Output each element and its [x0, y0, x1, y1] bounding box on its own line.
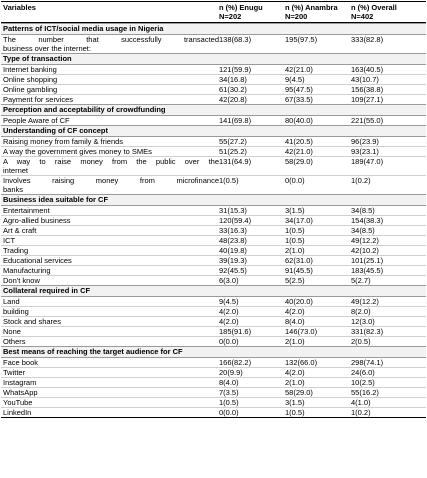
- row-label-line: Land: [3, 297, 20, 306]
- anambra-value: 8(4.0): [285, 317, 305, 326]
- enugu-value: 185(91.6): [219, 327, 252, 336]
- row-label-line: ICT: [3, 236, 16, 245]
- enugu-value: 120(59.4): [219, 216, 252, 225]
- section-title: Type of transaction: [1, 53, 426, 65]
- row-label-line: Entertainment: [3, 206, 50, 215]
- row-label: [1, 246, 219, 255]
- data-table: [1, 1, 426, 418]
- table-row: [1, 245, 426, 255]
- row-label: [1, 236, 219, 245]
- row-label: [1, 276, 219, 285]
- row-label: [1, 398, 219, 407]
- overall-value: 43(10.7): [351, 75, 379, 84]
- overall-value: 298(74.1): [351, 358, 384, 367]
- anambra-value: 4(2.0): [285, 368, 305, 377]
- enugu-value: 51(25.2): [219, 147, 247, 156]
- row-label: [1, 327, 219, 336]
- table-row: [1, 84, 426, 94]
- table-body: [1, 23, 426, 418]
- table-row: [1, 255, 426, 265]
- enugu-value: 138(68.3): [219, 35, 252, 44]
- row-label: [1, 307, 219, 316]
- row-label-line: banks: [3, 185, 24, 194]
- row-label-line: Others: [3, 337, 26, 346]
- overall-value: 333(82.8): [351, 35, 384, 44]
- section-title: Business idea suitable for CF: [1, 194, 426, 206]
- table-row: [1, 137, 426, 146]
- row-label: [1, 226, 219, 235]
- overall-value: 34(8.5): [351, 226, 375, 235]
- table-header: [1, 1, 426, 23]
- row-label-line: Online shopping: [3, 75, 58, 84]
- table-row: [1, 74, 426, 84]
- row-label-line: Art & craft: [3, 226, 37, 235]
- table-row: [1, 65, 426, 74]
- enugu-value: 7(3.5): [219, 388, 239, 397]
- overall-value: 4(1.0): [351, 398, 371, 407]
- overall-value: 101(25.1): [351, 256, 384, 265]
- row-label-line: Internet banking: [3, 65, 57, 74]
- table-row: [1, 265, 426, 275]
- row-label: [1, 337, 219, 346]
- enugu-value: 4(2.0): [219, 307, 239, 316]
- enugu-value: 131(64.9): [219, 157, 252, 166]
- section-title: Collateral required in CF: [1, 285, 426, 297]
- table-row: [1, 407, 426, 418]
- anambra-value: 1(0.5): [285, 236, 305, 245]
- anambra-value: 80(40.0): [285, 116, 313, 125]
- enugu-value: 141(69.8): [219, 116, 252, 125]
- row-label-line: Payment for services: [3, 95, 74, 104]
- row-label-line: Agro-allied business: [3, 216, 71, 225]
- row-label-line: Educational services: [3, 256, 72, 265]
- anambra-value: 195(97.5): [285, 35, 318, 44]
- header-variables: Variables: [3, 3, 36, 12]
- row-label-line: A way to raise money from the public over the: [3, 157, 219, 166]
- enugu-value: 31(15.3): [219, 206, 247, 215]
- table-row: [1, 367, 426, 377]
- table-row: [1, 175, 426, 194]
- anambra-value: 67(33.5): [285, 95, 313, 104]
- overall-value: 10(2.5): [351, 378, 375, 387]
- enugu-value: 0(0.0): [219, 337, 239, 346]
- anambra-value: 132(66.0): [285, 358, 318, 367]
- anambra-value: 2(1.0): [285, 378, 305, 387]
- anambra-value: 42(21.0): [285, 65, 313, 74]
- row-label: [1, 358, 219, 367]
- overall-value: 96(23.9): [351, 137, 379, 146]
- overall-value: 163(40.5): [351, 65, 384, 74]
- overall-value: 24(6.0): [351, 368, 375, 377]
- enugu-value: 6(3.0): [219, 276, 239, 285]
- row-label-line: The number that successfully transacted: [3, 35, 219, 44]
- anambra-value: 58(29.0): [285, 388, 313, 397]
- row-label-line: None: [3, 327, 21, 336]
- enugu-value: 1(0.5): [219, 176, 239, 185]
- row-label-line: Raising money from family & friends: [3, 137, 124, 146]
- enugu-value: 4(2.0): [219, 317, 239, 326]
- anambra-value: 146(73.0): [285, 327, 318, 336]
- row-label: [1, 176, 219, 194]
- row-label: [1, 35, 219, 53]
- anambra-value: 1(0.5): [285, 226, 305, 235]
- row-label-line: A way the government gives money to SMEs: [3, 147, 152, 156]
- table-row: [1, 316, 426, 326]
- row-label: [1, 116, 219, 125]
- anambra-value: 34(17.0): [285, 216, 313, 225]
- enugu-value: 48(23.8): [219, 236, 247, 245]
- table-row: [1, 306, 426, 316]
- table-row: [1, 94, 426, 104]
- row-label: [1, 297, 219, 306]
- row-label: [1, 206, 219, 215]
- overall-value: 12(3.0): [351, 317, 375, 326]
- row-label: [1, 368, 219, 377]
- table-row: [1, 235, 426, 245]
- row-label: [1, 266, 219, 275]
- row-label: [1, 157, 219, 175]
- row-label-line: internet: [3, 166, 29, 175]
- table-row: [1, 397, 426, 407]
- row-label: [1, 256, 219, 265]
- overall-value: 2(0.5): [351, 337, 371, 346]
- anambra-value: 5(2.5): [285, 276, 305, 285]
- row-label: [1, 137, 219, 146]
- row-label: [1, 65, 219, 74]
- header-overall-line1: n (%) Overall: [351, 3, 397, 12]
- anambra-value: 41(20.5): [285, 137, 313, 146]
- table-row: [1, 377, 426, 387]
- overall-value: 1(0.2): [351, 408, 371, 417]
- enugu-value: 20(9.9): [219, 368, 243, 377]
- header-enugu-line1: n (%) Enugu: [219, 3, 263, 12]
- anambra-value: 3(1.5): [285, 206, 305, 215]
- header-anambra-line2: N=200: [285, 12, 308, 21]
- row-label-line: Online gambling: [3, 85, 58, 94]
- row-label: [1, 95, 219, 104]
- row-label: [1, 75, 219, 84]
- anambra-value: 1(0.5): [285, 408, 305, 417]
- table-row: [1, 387, 426, 397]
- anambra-value: 2(1.0): [285, 337, 305, 346]
- row-label-line: building: [3, 307, 29, 316]
- enugu-value: 61(30.2): [219, 85, 247, 94]
- table-row: [1, 206, 426, 215]
- anambra-value: 91(45.5): [285, 266, 313, 275]
- enugu-value: 9(4.5): [219, 297, 239, 306]
- table-row: [1, 35, 426, 53]
- anambra-value: 3(1.5): [285, 398, 305, 407]
- anambra-value: 42(21.0): [285, 147, 313, 156]
- overall-value: 189(47.0): [351, 157, 384, 166]
- overall-value: 183(45.5): [351, 266, 384, 275]
- row-label-line: WhatsApp: [3, 388, 38, 397]
- header-overall-line2: N=402: [351, 12, 374, 21]
- row-label-line: Instagram: [3, 378, 37, 387]
- anambra-value: 2(1.0): [285, 246, 305, 255]
- row-label: [1, 85, 219, 94]
- table-row: [1, 156, 426, 175]
- row-label-line: Trading: [3, 246, 29, 255]
- row-label-line: Involves raising money from microfinance: [3, 176, 219, 185]
- enugu-value: 33(16.3): [219, 226, 247, 235]
- row-label: [1, 216, 219, 225]
- anambra-value: 4(2.0): [285, 307, 305, 316]
- enugu-value: 166(82.2): [219, 358, 252, 367]
- enugu-value: 39(19.3): [219, 256, 247, 265]
- overall-value: 55(16.2): [351, 388, 379, 397]
- row-label-line: Face book: [3, 358, 39, 367]
- section-title: Best means of reaching the target audience for CF: [1, 346, 426, 358]
- section-title: Patterns of ICT/social media usage in Nigeria: [1, 23, 426, 35]
- table-row: [1, 358, 426, 367]
- row-label-line: LinkedIn: [3, 408, 32, 417]
- overall-value: 34(8.5): [351, 206, 375, 215]
- overall-value: 5(2.7): [351, 276, 371, 285]
- anambra-value: 58(29.0): [285, 157, 313, 166]
- row-label-line: business over the internet:: [3, 44, 91, 53]
- table-row: [1, 225, 426, 235]
- row-label-line: YouTube: [3, 398, 33, 407]
- overall-value: 42(10.2): [351, 246, 379, 255]
- anambra-value: 62(31.0): [285, 256, 313, 265]
- section-title: Understanding of CF concept: [1, 125, 426, 137]
- table-row: [1, 215, 426, 225]
- header-overall: [351, 2, 426, 22]
- header-enugu-line2: N=202: [219, 12, 242, 21]
- enugu-value: 42(20.8): [219, 95, 247, 104]
- enugu-value: 34(16.8): [219, 75, 247, 84]
- row-label: [1, 147, 219, 156]
- anambra-value: 9(4.5): [285, 75, 305, 84]
- enugu-value: 92(45.5): [219, 266, 247, 275]
- overall-value: 156(38.8): [351, 85, 384, 94]
- anambra-value: 95(47.5): [285, 85, 313, 94]
- overall-value: 331(82.3): [351, 327, 384, 336]
- overall-value: 221(55.0): [351, 116, 384, 125]
- overall-value: 93(23.1): [351, 147, 379, 156]
- header-anambra-line1: n (%) Anambra: [285, 3, 338, 12]
- row-label-line: Don't know: [3, 276, 40, 285]
- overall-value: 109(27.1): [351, 95, 384, 104]
- row-label: [1, 408, 219, 417]
- enugu-value: 1(0.5): [219, 398, 239, 407]
- enugu-value: 8(4.0): [219, 378, 239, 387]
- table-row: [1, 326, 426, 336]
- table-row: [1, 275, 426, 285]
- header-enugu: [219, 2, 285, 22]
- enugu-value: 0(0.0): [219, 408, 239, 417]
- table-row: [1, 297, 426, 306]
- table-row: [1, 146, 426, 156]
- header-anambra: [285, 2, 351, 22]
- row-label-line: People Aware of CF: [3, 116, 70, 125]
- overall-value: 49(12.2): [351, 297, 379, 306]
- anambra-value: 0(0.0): [285, 176, 305, 185]
- overall-value: 8(2.0): [351, 307, 371, 316]
- row-label: [1, 378, 219, 387]
- enugu-value: 40(19.8): [219, 246, 247, 255]
- overall-value: 154(38.3): [351, 216, 384, 225]
- table-row: [1, 336, 426, 346]
- row-label-line: Manufacturing: [3, 266, 51, 275]
- section-title: Perception and acceptability of crowdfunding: [1, 104, 426, 116]
- row-label-line: Stock and shares: [3, 317, 61, 326]
- enugu-value: 55(27.2): [219, 137, 247, 146]
- row-label: [1, 317, 219, 326]
- overall-value: 1(0.2): [351, 176, 371, 185]
- row-label: [1, 388, 219, 397]
- anambra-value: 40(20.0): [285, 297, 313, 306]
- enugu-value: 121(59.9): [219, 65, 252, 74]
- overall-value: 49(12.2): [351, 236, 379, 245]
- row-label-line: Twitter: [3, 368, 26, 377]
- table-row: [1, 116, 426, 125]
